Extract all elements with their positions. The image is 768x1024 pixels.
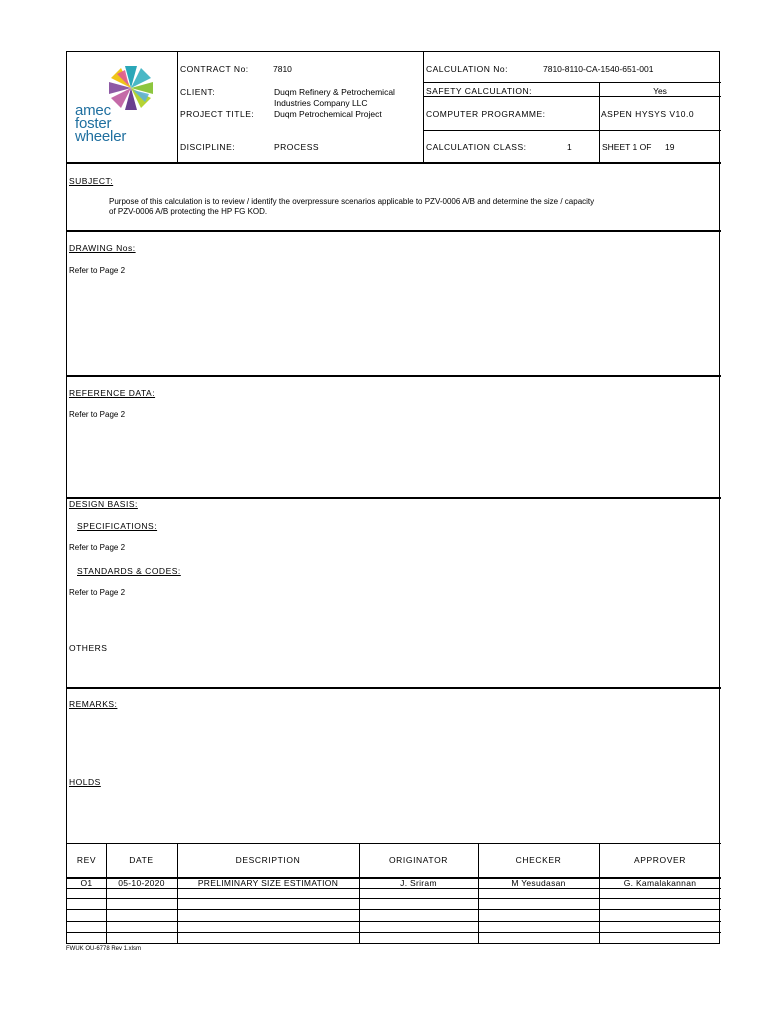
holds-label: HOLDS: [69, 777, 101, 787]
computer-programme-label: COMPUTER PROGRAMME:: [426, 109, 546, 119]
originator-cell: J. Sriram: [400, 878, 437, 888]
sheet-total: 19: [665, 142, 675, 152]
logo-word-3: wheeler: [75, 128, 127, 145]
rev-cell: O1: [80, 878, 93, 888]
drawing-nos-text: Refer to Page 2: [69, 266, 126, 275]
contract-value: 7810: [273, 64, 292, 74]
contract-label: CONTRACT No:: [180, 64, 249, 74]
others-label: OTHERS: [69, 643, 108, 653]
calculation-class-value: 1: [567, 142, 572, 152]
approver-cell: G. Kamalakannan: [623, 878, 697, 888]
discipline-label: DISCIPLINE:: [180, 142, 236, 152]
safety-calculation-label: SAFETY CALCULATION:: [426, 86, 533, 96]
specifications-label: SPECIFICATIONS:: [77, 521, 158, 531]
standards-codes-label: STANDARDS & CODES:: [77, 566, 181, 576]
calculation-class-label: CALCULATION CLASS:: [426, 142, 527, 152]
calculation-cover-sheet: [66, 51, 720, 944]
drawing-nos-label: DRAWING Nos:: [69, 243, 136, 253]
standards-codes-text: Refer to Page 2: [69, 588, 126, 597]
col-header-rev: REV: [76, 855, 97, 865]
logo-word-2: foster: [75, 115, 112, 132]
remarks-label: REMARKS:: [69, 699, 118, 709]
col-header-date: DATE: [129, 855, 154, 865]
description-cell: PRELIMINARY SIZE ESTIMATION: [197, 878, 339, 888]
computer-programme-value: ASPEN HYSYS V10.0: [601, 109, 695, 119]
calculation-no-label: CALCULATION No:: [426, 64, 508, 74]
specifications-text: Refer to Page 2: [69, 543, 126, 552]
checker-cell: M Yesudasan: [511, 878, 566, 888]
reference-data-label: REFERENCE DATA:: [69, 388, 156, 398]
project-title-label: PROJECT TITLE:: [180, 109, 255, 119]
subject-text-line1: Purpose of this calculation is to review / identify the overpressure scenarios applicable to PZV-0006 A/B and determine the size / capacity: [109, 197, 595, 206]
reference-data-text: Refer to Page 2: [69, 410, 126, 419]
sheet-label: SHEET 1 OF: [602, 142, 652, 152]
calculation-no-value: 7810-8110-CA-1540-651-001: [543, 64, 654, 74]
client-label: CLIENT:: [180, 87, 216, 97]
project-title-value: Duqm Petrochemical Project: [274, 109, 382, 119]
logo-word-1: amec: [75, 102, 111, 119]
date-cell: 05-10-2020: [118, 878, 165, 888]
col-header-checker: CHECKER: [515, 855, 562, 865]
subject-label: SUBJECT:: [69, 176, 114, 186]
discipline-value: PROCESS: [274, 142, 320, 152]
client-value-line1: Duqm Refinery & Petrochemical: [274, 87, 395, 97]
safety-calculation-value: Yes: [653, 86, 667, 96]
col-header-approver: APPROVER: [633, 855, 687, 865]
design-basis-label: DESIGN BASIS:: [69, 499, 138, 509]
client-value-line2: Industries Company LLC: [274, 98, 368, 108]
company-logo: [71, 54, 175, 162]
col-header-originator: ORIGINATOR: [388, 855, 449, 865]
form-reference: FWUK OU-6778 Rev 1.xlsm: [66, 946, 142, 952]
col-header-description: DESCRIPTION: [235, 855, 301, 865]
subject-text-line2: of PZV-0006 A/B protecting the HP FG KOD.: [109, 207, 268, 216]
